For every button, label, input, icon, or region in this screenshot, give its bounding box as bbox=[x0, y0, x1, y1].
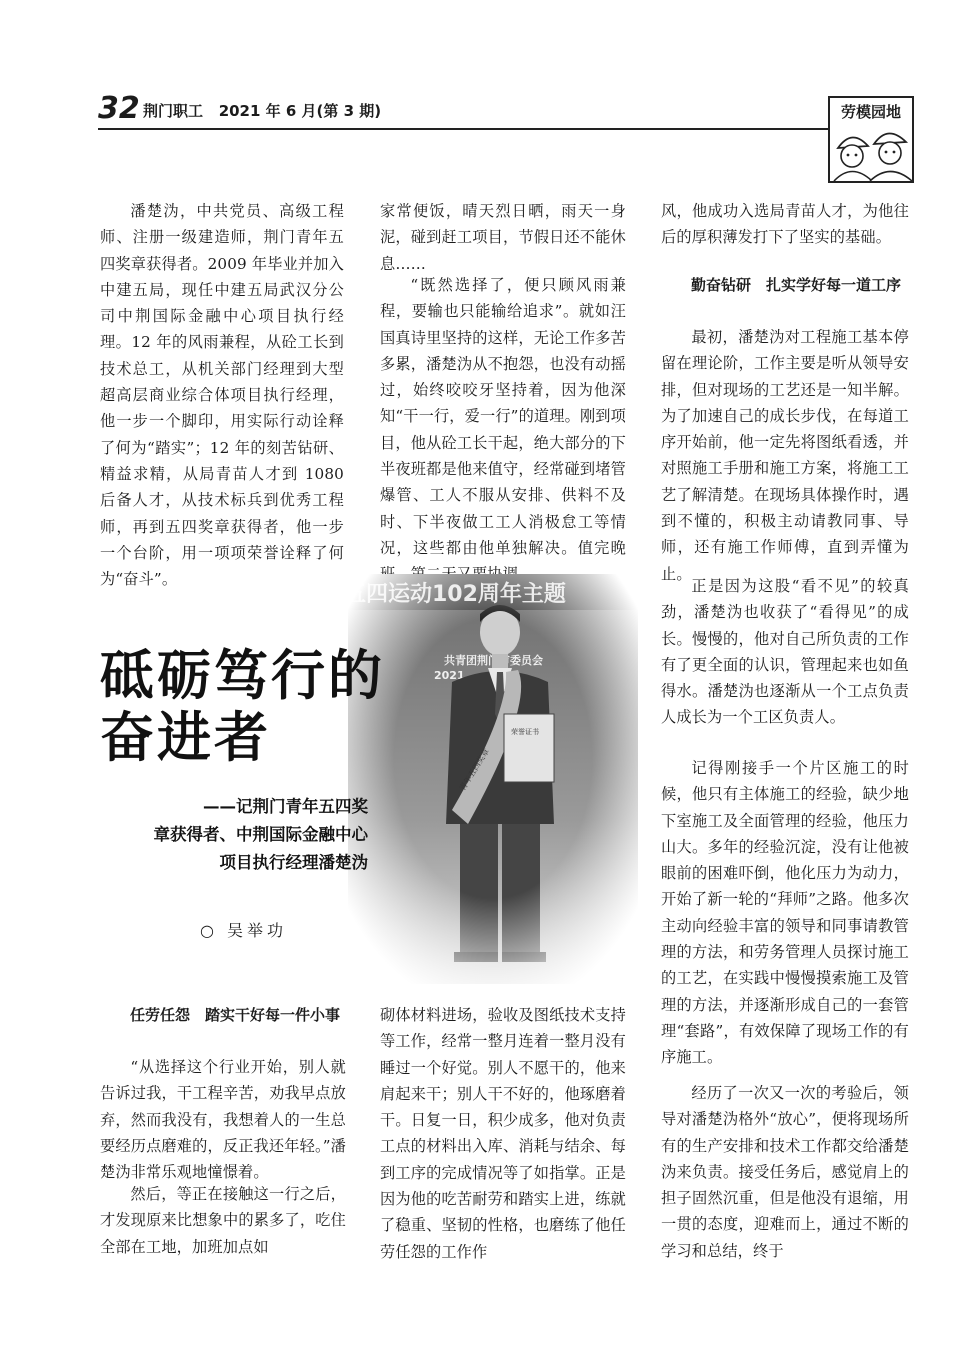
issue-date: 2021 年 6 月(第 3 期) bbox=[218, 102, 382, 120]
body-paragraph: 最初，潘楚沩对工程施工基本停留在理论阶，工作主要是听从领导安排，但对现场的工艺还是一知半解。为了加速自己的成长步伐，在每道工序开始前，他一定先将图纸看透，并对照施工手册和施工方案，将施工工艺了解清楚。在现场具体操作时，遇到不懂的，积极主动请教同事、导师，还有施工作师傅，直到弄懂为止。 bbox=[661, 328, 909, 583]
section-heading: 任劳任怨 踏实干好每一件小事 bbox=[130, 1006, 341, 1024]
subtitle-line: 项目执行经理潘楚沩 bbox=[219, 853, 368, 872]
body-paragraph: 然后，等正在接触这一行之后，才发现原来比想象中的累多了，吃住全部在工地，加班加点如 bbox=[100, 1185, 346, 1256]
column2-paragraph: 家常便饭，晴天烈日晒，雨天一身泥，碰到赶工项目，节假日还不能休息…… bbox=[380, 202, 626, 273]
section-label: 劳模园地 bbox=[840, 103, 901, 121]
title-line: 奋进者 bbox=[100, 706, 271, 769]
workers-illustration-icon bbox=[830, 122, 912, 181]
article-subtitle bbox=[100, 793, 368, 877]
portrait-photo bbox=[348, 574, 638, 984]
body-paragraph: 正是因为这股“看不见”的较真劲，潘楚沩也收获了“看得见”的成长。慢慢的，他对自己所负责的工作有了更全面的认识，管理起来也如鱼得水。潘楚沩也逐渐从一个工点负责人成长为一个工区负责人。 bbox=[661, 577, 909, 727]
author-byline: ○ 吴举功 bbox=[200, 921, 288, 940]
section-badge bbox=[828, 96, 914, 183]
publication-name: 荆门职工 bbox=[143, 102, 204, 120]
subtitle-line: ——记荆门青年五四奖 bbox=[203, 797, 368, 816]
intro-paragraph: 潘楚沩，中共党员、高级工程师、注册一级建造师，荆门青年五四奖章获得者。2009 年毕业并加入中建五局，现任中建五局武汉分公司中荆国际金融中心项目执行经理。12 年的风雨兼程，从砼工长到技术总工，从机关部门经理到大型超高层商业综合体项目执行经理，他一步一个脚印，用实际行动诠释了何为“踏实”；12 年的刻苦钻研、精益求精，从局青苗人才到 1080 后备人才，从技术标兵到优秀工程师，再到五四奖章获得者，他一步一个台阶，用一项项荣誉诠释了何为“奋斗”。 bbox=[100, 202, 344, 589]
article-title bbox=[100, 645, 385, 769]
body-paragraph: 记得刚接手一个片区施工的时候，他只有主体施工的经验，缺少地下室施工及全面管理的经验，他压力山大。多年的经验沉淀，没有让他被眼前的困难吓倒，他化压力为动力，开始了新一轮的“拜师”之路。他多次主动向经验丰富的领导和同事请教管理的方法，和劳务管理人员探讨施工的工艺，在实践中慢慢摸索施工及管理的方法，并逐渐形成自己的一套管理“套路”，有效保障了现场工作的有序施工。 bbox=[661, 759, 909, 1067]
body-paragraph: “从选择这个行业开始，别人就告诉过我，干工程辛苦，劝我早点放弃，然而我没有，我想着人的一生总要经历点磨难的，反正我还年轻。”潘楚沩非常乐观地憧憬着。 bbox=[100, 1058, 346, 1182]
body-paragraph: 风，他成功入选局青苗人才，为他往后的厚积薄发打下了坚实的基础。 bbox=[661, 202, 909, 247]
body-paragraph: 经历了一次又一次的考验后，领导对潘楚沩格外“放心”，便将现场所有的生产安排和技术工作都交给潘楚沩来负责。接受任务后，感觉肩上的担子固然沉重，但是他没有退缩，用一贯的态度，迎难而上，通过不断的学习和总结，终于 bbox=[661, 1084, 909, 1260]
body-paragraph: 砌体材料进场，验收及图纸技术支持等工作，经常一整月连着一整月没有睡过一个好觉。别人不愿干的，他来肩起来干；别人干不好的，他琢磨着干。日复一日，积少成多，他对负责工点的材料出入库、消耗与结余、每到工序的完成情况等了如指掌。正是因为他的吃苦耐劳和踏实上进，练就了稳重、坚韧的性格，也磨练了他任劳任怨的工作作 bbox=[380, 1006, 626, 1261]
column2-paragraph: “既然选择了，便只顾风雨兼程，要输也只能输给追求”。就如汪国真诗里坚持的这样，无论工作多苦多累，潘楚沩从不抱怨，也没有动摇过，始终咬咬牙坚持着，因为他深知“干一行，爱一行”的道理。刚到项目，他从砼工长干起，绝大部分的下半夜班都是他来值守，经常碰到堵管爆管、工人不服从安排、供料不及时、下半夜做工工人消极怠工等情况，这些都由他单独解决。值完晚 bbox=[380, 276, 626, 557]
publication-info bbox=[143, 102, 381, 120]
page-number: 32 bbox=[98, 91, 140, 126]
header-rule bbox=[98, 128, 828, 130]
section-heading: 勤奋钻研 扎实学好每一道工序 bbox=[691, 276, 902, 294]
title-line: 砥砺笃行的 bbox=[100, 644, 385, 707]
subtitle-line: 章获得者、中荆国际金融中心 bbox=[153, 825, 368, 844]
